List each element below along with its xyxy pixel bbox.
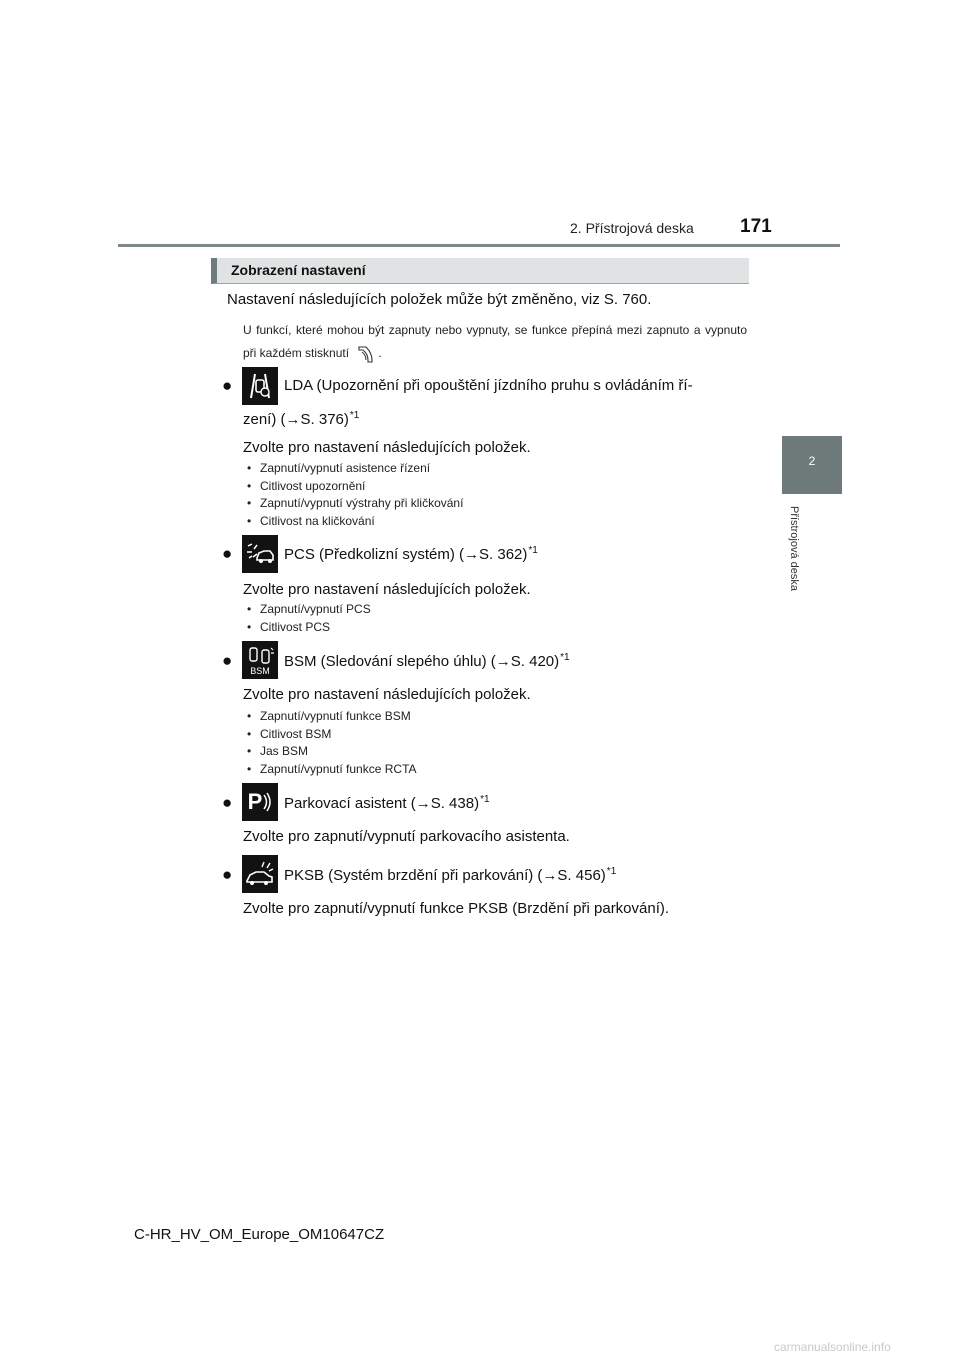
bullet: ● — [222, 793, 233, 812]
feature-bsm-options — [247, 708, 417, 778]
feature-lda-options — [247, 460, 463, 530]
pcs-icon — [242, 535, 278, 573]
feature-pksb-instruction: Zvolte pro zapnutí/vypnutí funkce PKSB (Brzdění při parkování). — [243, 900, 670, 917]
bullet: ● — [222, 544, 233, 563]
feature-lda-title: LDA (Upozornění při opouštění jízdního pruhu s ovládáním ří- — [284, 377, 693, 394]
bsm-icon-label: BSM — [250, 665, 270, 676]
feature-lda-ref: zení) (→S. 376) — [243, 411, 349, 428]
chapter-tab-number: 2 — [808, 454, 816, 468]
pksb-icon — [242, 855, 278, 893]
list-item: • Zapnutí/vypnutí funkce RCTA — [247, 761, 417, 779]
bullet: ● — [222, 376, 233, 395]
feature-pcs-text: PCS (Předkolizní systém) (→S. 362) — [284, 546, 528, 563]
enter-switch-icon — [354, 343, 376, 365]
feature-pksb-text: PKSB (Systém brzdění při parkování) (→S. 456) — [284, 867, 606, 884]
feature-pksb-title — [284, 866, 616, 884]
note-text-before: U funkcí, které mohou být zapnuty nebo vypnuty, se funkce přepíná mezi zapnuto a vypnuto při každém stisknutí — [243, 323, 747, 360]
footnote-marker: *1 — [606, 866, 617, 877]
note-text — [243, 319, 747, 365]
feature-lda-title-cont — [243, 410, 359, 428]
list-item: • Zapnutí/vypnutí výstrahy při kličkování — [247, 495, 463, 513]
chapter-tab-label: Přístrojová deska — [788, 506, 800, 591]
bullet: ● — [222, 865, 233, 884]
footnote-marker: *1 — [480, 794, 490, 805]
list-item: • Zapnutí/vypnutí PCS — [247, 601, 371, 619]
feature-pcs-options — [247, 601, 371, 636]
list-item: • Jas BSM — [247, 743, 417, 761]
feature-bsm-title — [284, 652, 570, 670]
parking-assist-icon-label: P — [247, 789, 263, 814]
section-heading-box — [211, 258, 749, 284]
footnote-marker: *1 — [528, 545, 538, 556]
chapter-tab — [782, 436, 842, 494]
feature-parking-instruction: Zvolte pro zapnutí/vypnutí parkovacího asistenta. — [243, 828, 570, 845]
section-heading: Zobrazení nastavení — [231, 262, 366, 278]
feature-pcs-instruction: Zvolte pro nastavení následujících položek. — [243, 581, 531, 598]
lda-icon — [242, 367, 278, 405]
note-text-after: . — [378, 346, 382, 360]
list-item: • Citlivost na kličkování — [247, 513, 463, 531]
feature-lda-instruction: Zvolte pro nastavení následujících položek. — [243, 439, 531, 456]
parking-assist-icon — [242, 783, 278, 821]
footnote-marker: *1 — [349, 410, 360, 421]
watermark: carmanualsonline.info — [774, 1340, 891, 1354]
feature-pcs-title — [284, 545, 538, 563]
footer-document-code: C-HR_HV_OM_Europe_OM10647CZ — [134, 1226, 385, 1243]
header-rule — [118, 244, 840, 247]
list-item: • Citlivost PCS — [247, 619, 371, 637]
list-item: • Zapnutí/vypnutí asistence řízení — [247, 460, 463, 478]
footnote-marker: *1 — [560, 652, 570, 663]
page-number: 171 — [740, 216, 772, 237]
feature-parking-title — [284, 794, 490, 812]
feature-bsm-text: BSM (Sledování slepého úhlu) (→S. 420) — [284, 653, 560, 670]
feature-bsm-instruction: Zvolte pro nastavení následujících položek. — [243, 686, 531, 703]
feature-parking-text: Parkovací asistent (→S. 438) — [284, 795, 480, 812]
intro-text: Nastavení následujících položek může být změněno, viz S. 760. — [227, 291, 652, 308]
bullet: ● — [222, 651, 233, 670]
bsm-icon — [242, 641, 278, 679]
list-item: • Citlivost BSM — [247, 726, 417, 744]
list-item: • Zapnutí/vypnutí funkce BSM — [247, 708, 417, 726]
list-item: • Citlivost upozornění — [247, 478, 463, 496]
running-header-title: 2. Přístrojová deska — [570, 220, 694, 236]
